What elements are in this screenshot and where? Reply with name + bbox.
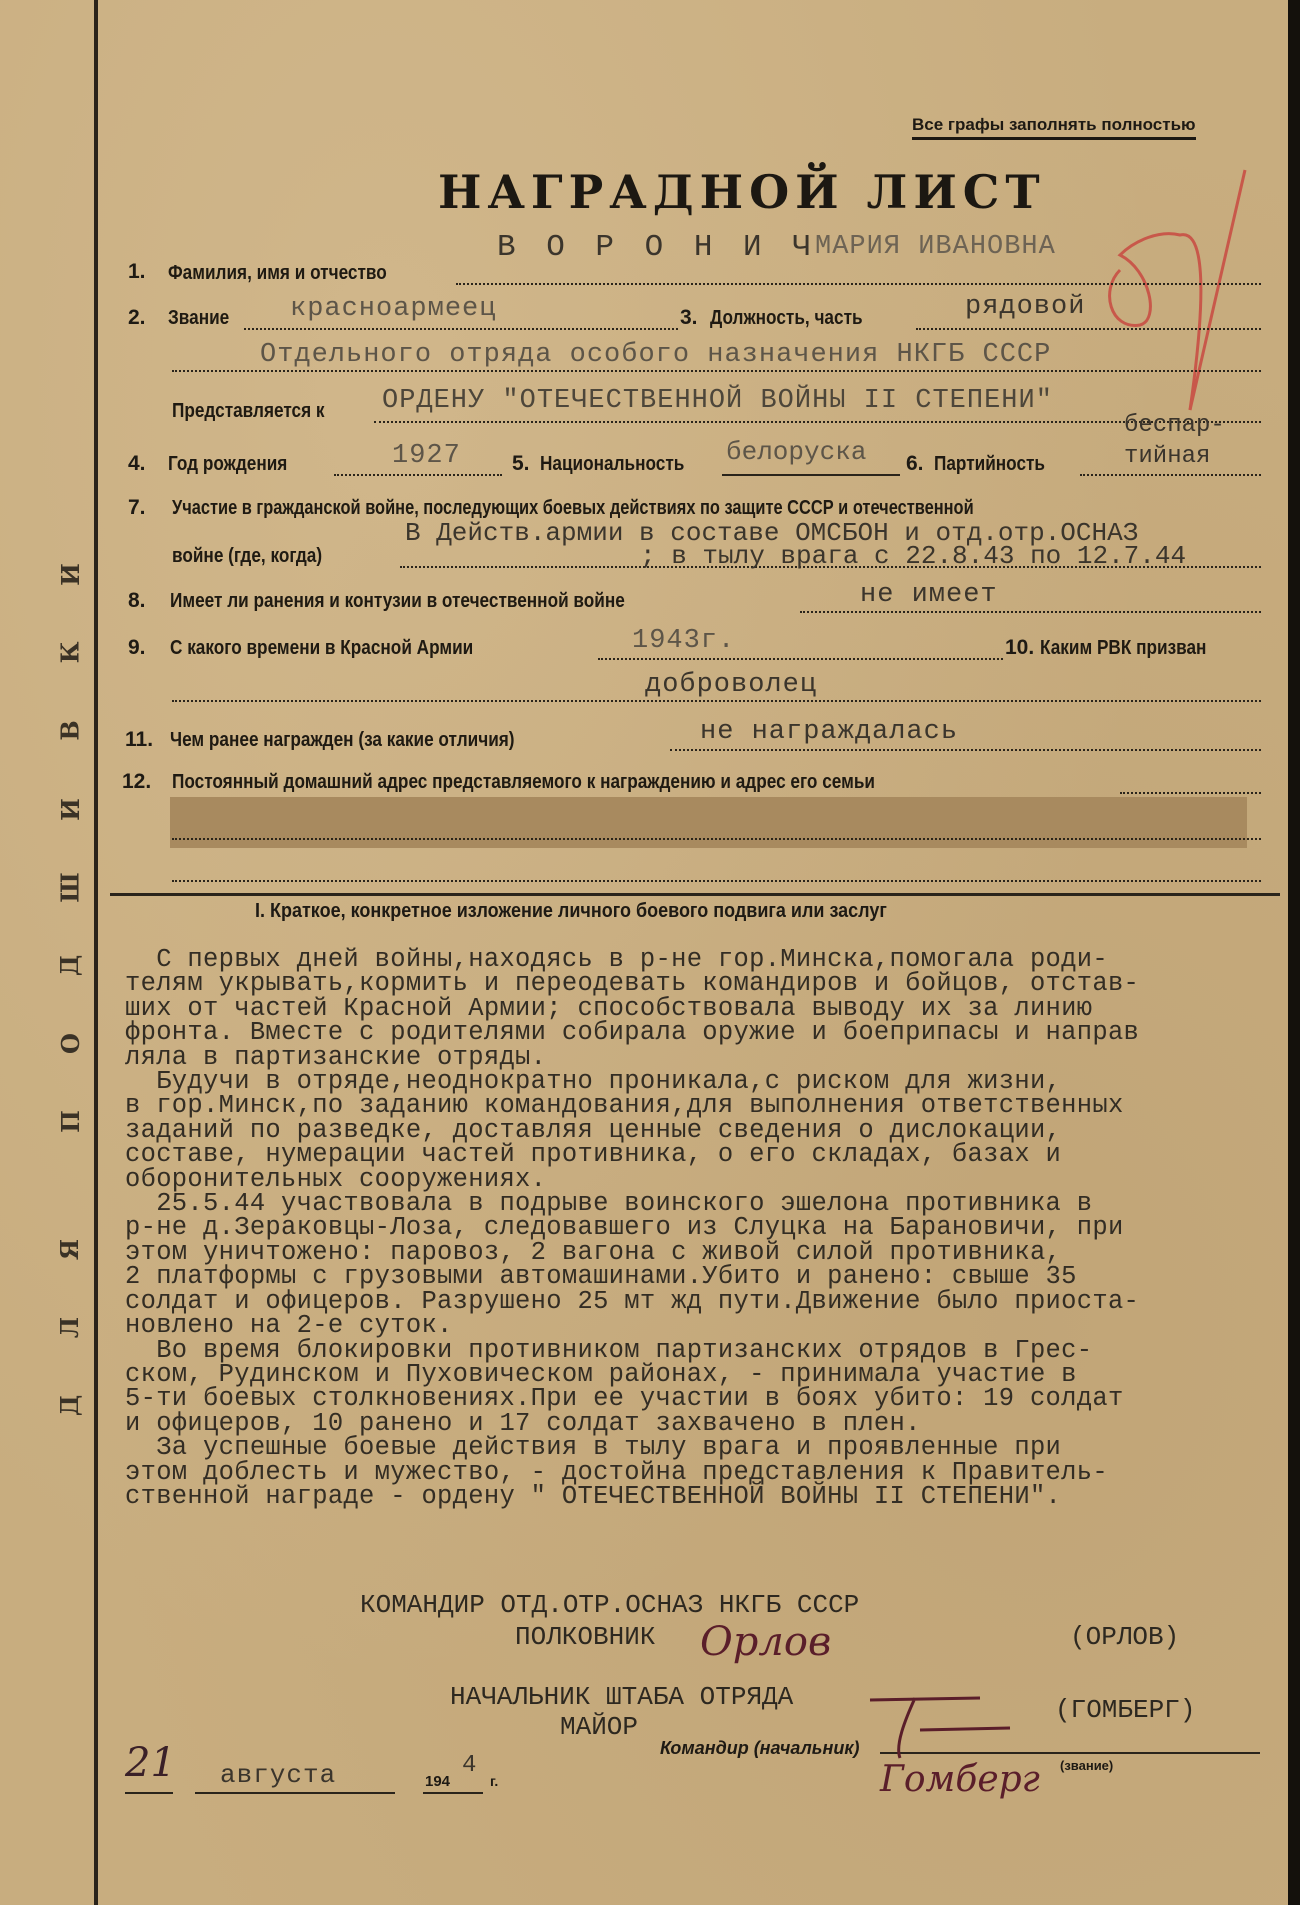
- field-11-label: Чем ранее награжден (за какие отличия): [170, 729, 515, 751]
- war-participation-value-2: ; в тылу врага с 22.8.43 по 12.7.44: [640, 541, 1187, 571]
- signature-stroke-icon: [860, 1690, 1040, 1760]
- story-line: этом доблесть и мужество, - достойна представления к Правитель-: [125, 1457, 1108, 1487]
- story-line: составе, нумерации частей противника, о его складах, базах и: [125, 1140, 1062, 1170]
- army-since-value: 1943г.: [632, 626, 736, 656]
- field-9-line: [598, 658, 1003, 660]
- chief-rank: МАЙОР: [560, 1712, 639, 1742]
- field-11-number: 11.: [125, 728, 154, 751]
- field-1-number: 1.: [128, 260, 146, 283]
- field-8-line: [800, 611, 1261, 613]
- story-line: ших от частей Красной Армии; способствовала выводу их за линию: [125, 993, 1093, 1023]
- unit-line: [172, 370, 1261, 372]
- date-year-line: [423, 1792, 483, 1794]
- story-line: Во время блокировки противником партизанских отрядов в Грес-: [125, 1335, 1093, 1365]
- story-line: С первых дней войны,находясь в р-не гор.Минска,помогала роди-: [125, 945, 1108, 974]
- birth-year-value: 1927: [392, 441, 461, 471]
- field-11-line: [670, 749, 1261, 751]
- binding-note-letter: Я: [55, 1238, 85, 1260]
- prior-awards-value: не награждалась: [700, 717, 959, 747]
- form-commander-label: Командир (начальник): [660, 1738, 860, 1758]
- unit-value: Отдельного отряда особого назначения НКГБ СССР: [260, 340, 1052, 370]
- date-year-abbr: г.: [490, 1773, 499, 1789]
- red-check-mark-icon: [1080, 160, 1270, 420]
- field-3-number: 3.: [680, 306, 698, 329]
- redacted-address: [170, 797, 1247, 848]
- field-10-line: [172, 700, 1261, 702]
- field-3-line: [916, 328, 1261, 330]
- field-1-line: [456, 283, 1261, 285]
- field-12-number: 12.: [122, 770, 152, 793]
- story-line: и офицеров, 10 ранено и 17 солдат захвачено в плен.: [125, 1408, 921, 1438]
- story-line: ственной награде - ордену " ОТЕЧЕСТВЕННОЙ ВОЙНЫ II СТЕПЕНИ".: [125, 1481, 1062, 1511]
- fill-instruction: Все графы заполнять полностью: [912, 115, 1196, 140]
- date-month-line: [195, 1792, 395, 1794]
- story-line: телям укрывать,кормить и переодевать командиров и бойцов, отстав-: [125, 969, 1140, 999]
- commander-signature: Орлов: [700, 1619, 832, 1665]
- field-2-label: Звание: [168, 307, 230, 329]
- chief-signature: Гомберг: [880, 1759, 1040, 1800]
- binding-note-letter: О: [55, 1033, 85, 1054]
- field-3-label: Должность, часть: [710, 307, 863, 329]
- enlisted-value: доброволец: [645, 670, 818, 700]
- story-line: новлено на 2-е суток.: [125, 1311, 453, 1341]
- scan-edge: [1288, 0, 1300, 1905]
- story-line: 5-ти боевых столкновениях.При ее участии в боях убито: 19 солдат: [125, 1384, 1124, 1414]
- field-1-label: Фамилия, имя и отчество: [168, 262, 387, 284]
- story-line: 2 платформы с грузовыми автомашинами.Убито и ранено: свыше 35: [125, 1262, 1077, 1292]
- field-4-label: Год рождения: [168, 453, 288, 475]
- binding-note-letter: Д: [55, 954, 85, 977]
- document-title: НАГРАДНОЙ ЛИСТ: [438, 165, 1046, 219]
- story-line: фронта. Вместе с родителями собирала оружие и боеприпасы и направ: [125, 1018, 1140, 1048]
- binding-note-letter: В: [55, 720, 85, 741]
- war-participation-value-1: В Действ.армии в составе ОМСБОН и отд.отр.ОСНАЗ: [405, 518, 1139, 548]
- field-8-number: 8.: [128, 589, 146, 612]
- address-line-2: [172, 838, 1261, 840]
- field-6-number: 6.: [906, 452, 924, 475]
- binding-note-letter: И: [55, 797, 85, 821]
- story-line: Будучи в отряде,неоднократно проникала,с риском для жизни,: [125, 1067, 1062, 1097]
- story-line: оборонительных сооружениях.: [125, 1164, 547, 1194]
- field-2-number: 2.: [128, 306, 146, 329]
- binding-note-letter: К: [55, 641, 85, 664]
- binding-note-letter: Л: [55, 1316, 85, 1338]
- party-value-line2: тийная: [1124, 443, 1211, 470]
- field-5-number: 5.: [512, 452, 530, 475]
- field-2-line: [244, 328, 678, 330]
- story-line: заданий по разведке, доставляя ценные сведения о дислокации,: [125, 1115, 1062, 1145]
- story-line: 25.5.44 участвовала в подрыве воинского эшелона противника в: [125, 1189, 1093, 1219]
- commander-rank: ПОЛКОВНИК: [515, 1622, 656, 1652]
- story-line: За успешные боевые действия в тылу врага и проявленные при: [125, 1433, 1062, 1463]
- date-year-suffix: 4: [462, 1752, 478, 1779]
- party-value-line1: беспар-: [1124, 412, 1225, 439]
- commander-name: (ОРЛОВ): [1070, 1622, 1180, 1652]
- field-5-label: Национальность: [540, 453, 685, 475]
- binding-note: [50, 560, 90, 1420]
- story-line: в гор.Минск,по заданию командования,для выполнения ответственных: [125, 1091, 1124, 1121]
- story-line: р-не д.Зераковцы-Лоза, следовавшего из Слуцка на Барановичи, при: [125, 1213, 1124, 1243]
- story-line: этом уничтожено: паровоз, 2 вагона с живой силой противника,: [125, 1237, 1062, 1267]
- field-6-label: Партийность: [934, 453, 1046, 475]
- section-title: I. Краткое, конкретное изложение личного боевого подвига или заслуг: [255, 900, 887, 922]
- field-12-label: Постоянный домашний адрес представляемого к награждению и адрес его семьи: [172, 771, 875, 793]
- binding-note-letter: П: [55, 1110, 85, 1134]
- field-4-number: 4.: [128, 452, 146, 475]
- section-divider: [110, 893, 1280, 896]
- date-month: августа: [220, 1760, 337, 1790]
- nationality-value: белоруска: [726, 437, 867, 467]
- binding-note-letter: И: [55, 563, 85, 586]
- nominated-value: ОРДЕНУ "ОТЕЧЕСТВЕННОЙ ВОЙНЫ II СТЕПЕНИ": [382, 386, 1053, 416]
- field-9-number: 9.: [128, 636, 146, 659]
- field-9-label: С какого времени в Красной Армии: [170, 637, 474, 659]
- form-rank-caption: (звание): [1060, 1758, 1114, 1773]
- position-value: рядовой: [965, 292, 1086, 322]
- field-8-label: Имеет ли ранения и контузии в отечественной войне: [170, 590, 625, 612]
- wounds-value: не имеет: [860, 580, 998, 610]
- deed-description: [125, 945, 1285, 1511]
- field-7-label-2: войне (где, когда): [172, 545, 323, 567]
- chief-name: (ГОМБЕРГ): [1055, 1695, 1196, 1725]
- chief-title: НАЧАЛЬНИК ШТАБА ОТРЯДА: [450, 1682, 794, 1712]
- address-line-3: [172, 880, 1261, 882]
- binding-line: [94, 0, 98, 1905]
- field-10-number: 10.: [1005, 636, 1035, 659]
- story-line: ском, Рудинском и Пуховическом районах, - принимала участие в: [125, 1359, 1077, 1389]
- surname-value: В О Р О Н И Ч: [497, 230, 817, 265]
- date-year-prefix: 194: [425, 1773, 451, 1790]
- date-day: 21: [125, 1740, 176, 1786]
- nominated-label: Представляется к: [172, 400, 325, 422]
- field-7-label: Участие в гражданской войне, последующих боевых действиях по защите СССР и отечественной: [172, 497, 974, 519]
- name-value: МАРИЯ ИВАНОВНА: [815, 232, 1056, 262]
- story-line: ляла в партизанские отряды.: [125, 1042, 547, 1072]
- field-5-line: [722, 474, 900, 476]
- commander-title: КОМАНДИР ОТД.ОТР.ОСНАЗ НКГБ СССР: [360, 1590, 860, 1620]
- binding-note-letter: Д: [55, 1394, 85, 1417]
- rank-value: красноармеец: [290, 294, 497, 324]
- date-day-line: [125, 1792, 173, 1794]
- field-6-line: [1080, 474, 1261, 476]
- binding-note-letter: Ш: [55, 871, 85, 903]
- field-7-number: 7.: [128, 496, 146, 519]
- story-line: солдат и офицеров. Разрушено 25 мт жд пути.Движение было приоста-: [125, 1286, 1140, 1316]
- field-4-line: [334, 474, 502, 476]
- field-10-label: Каким РВК призван: [1040, 637, 1207, 659]
- field-12-line: [1120, 792, 1261, 794]
